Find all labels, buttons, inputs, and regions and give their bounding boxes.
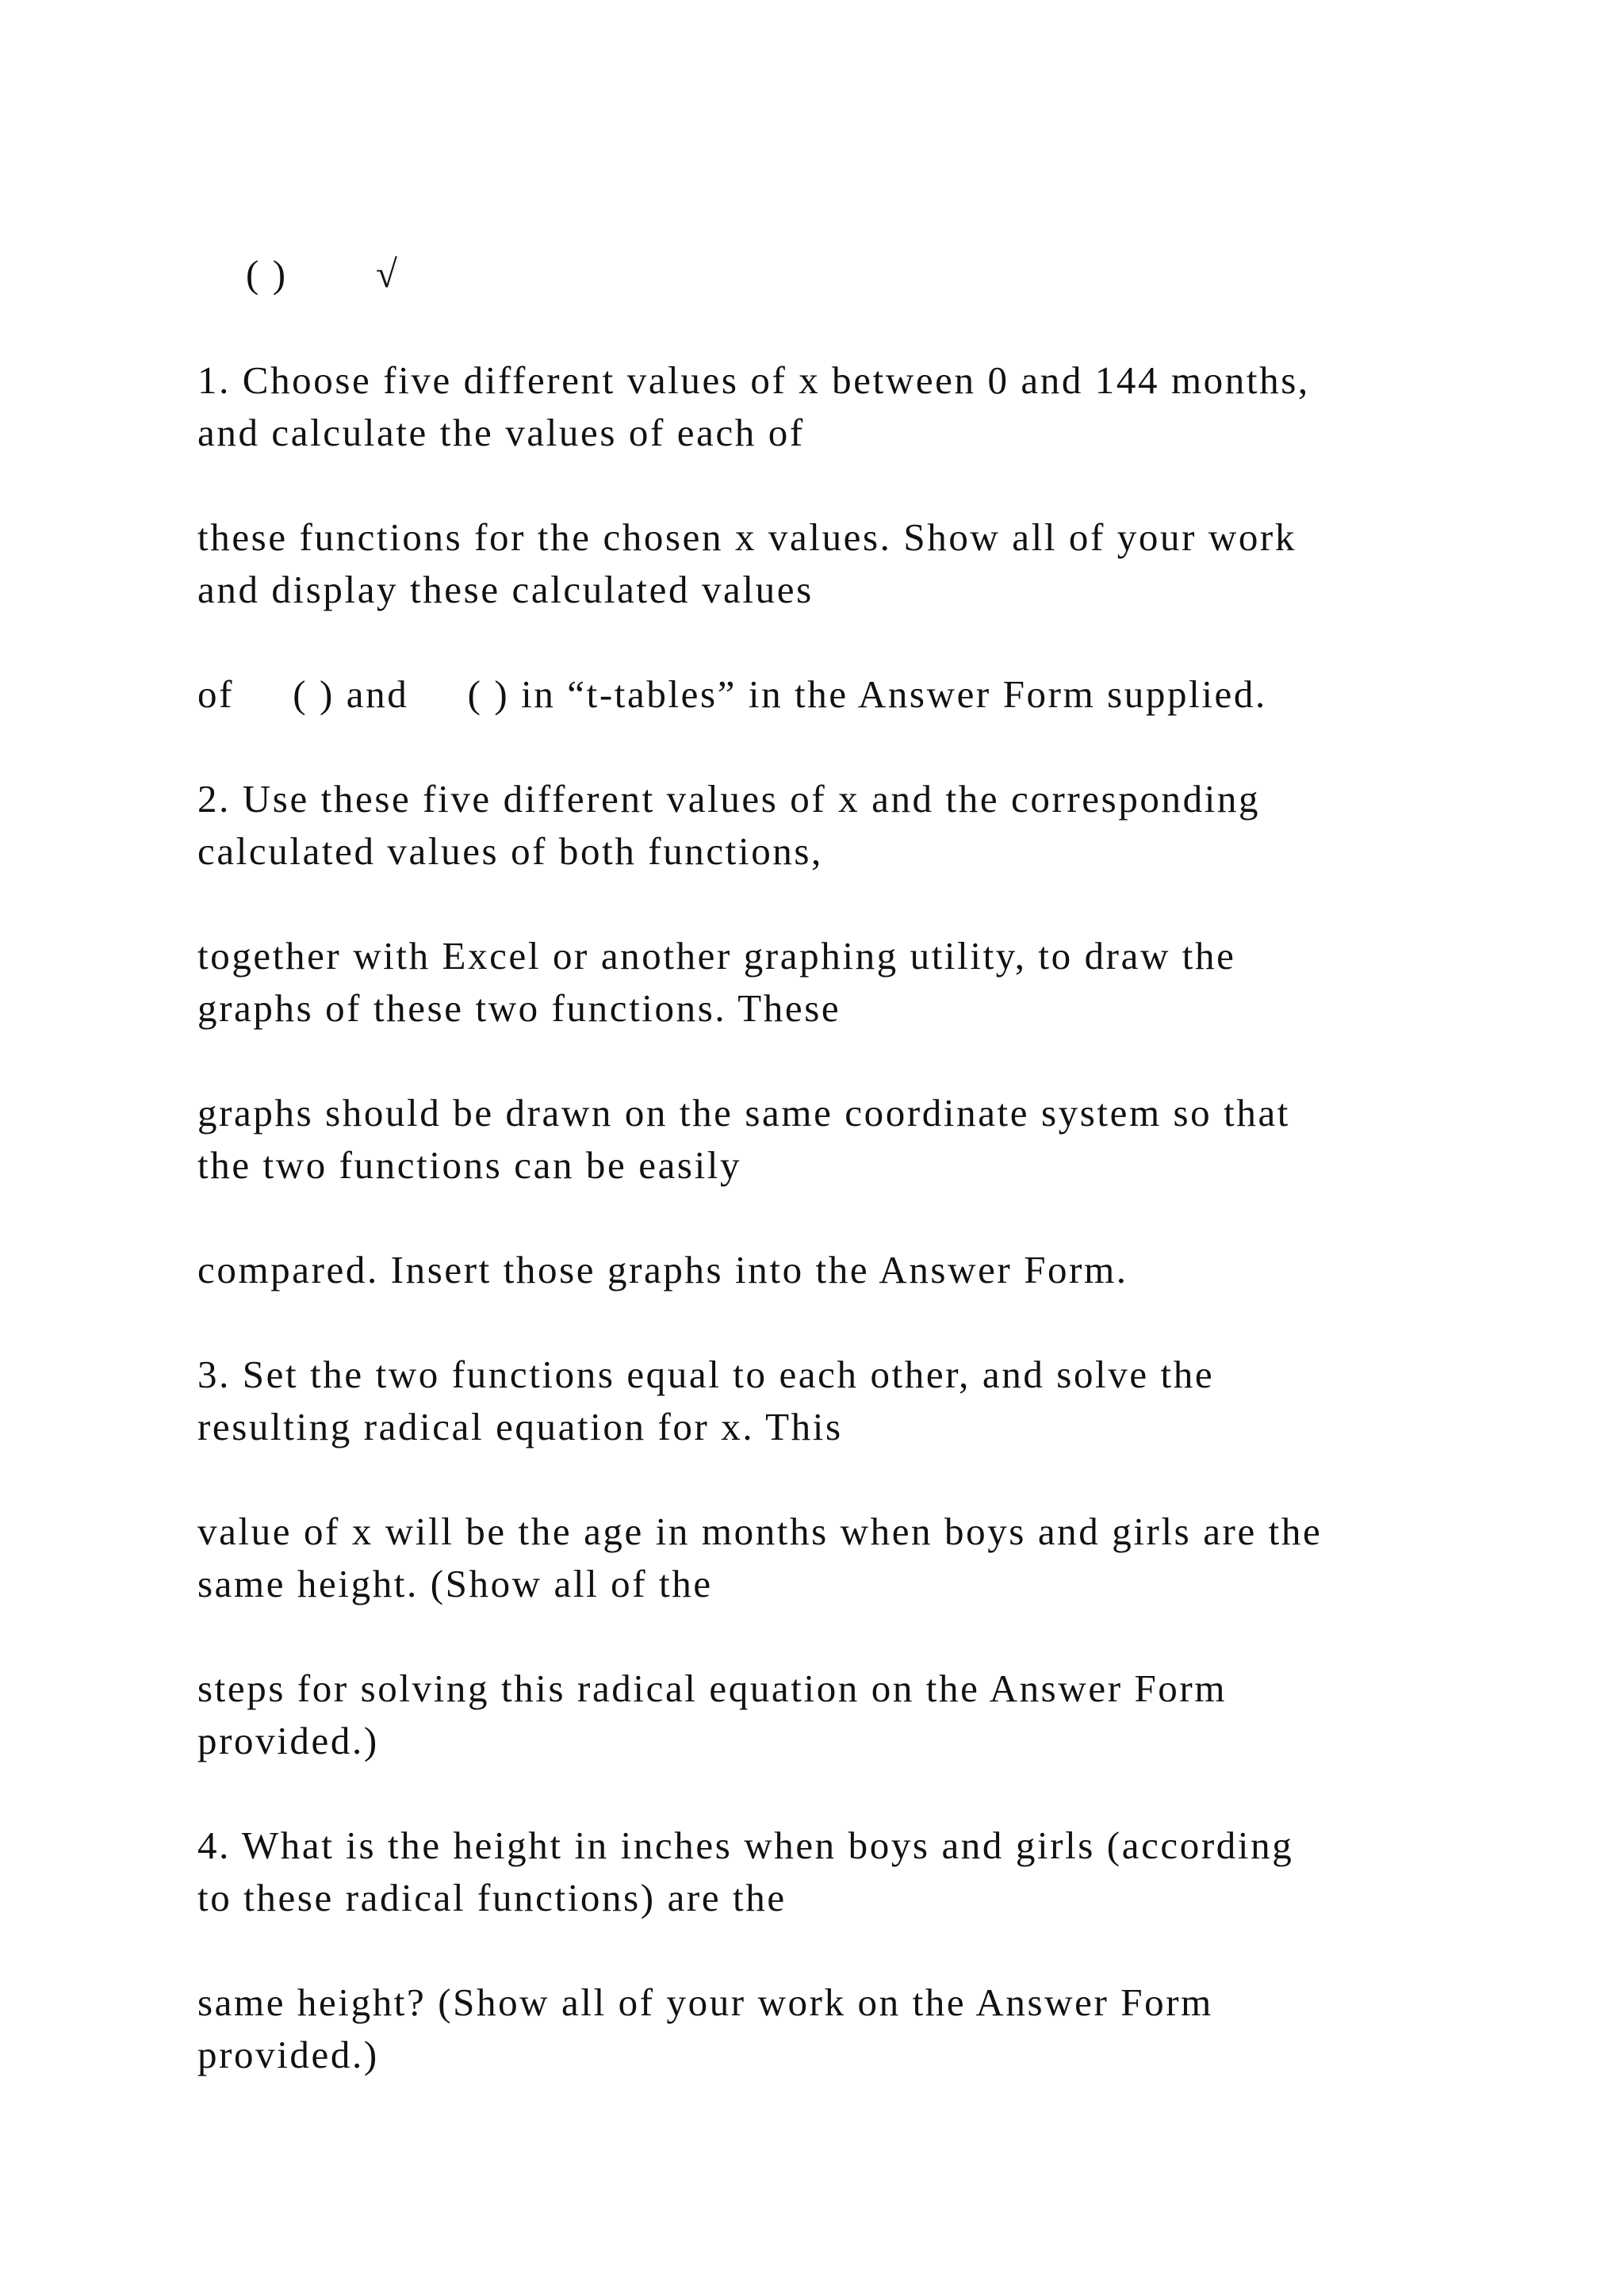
item-2-line-1: 2. Use these five different values of x and the corresponding [197,777,1261,821]
item-1-line-2: and calculate the values of each of [197,411,805,454]
header-radical-sign: √ [376,252,400,296]
item-4-line-1: 4. What is the height in inches when boys and girls (according [197,1823,1294,1867]
item-3-line-4: same height. (Show all of the [197,1562,713,1605]
item-3-line-5: steps for solving this radical equation on the Answer Form [197,1667,1228,1710]
header-paren: ( ) [246,252,288,296]
item-3-line-3: value of x will be the age in months when boys and girls are the [197,1510,1323,1553]
item-1-line-5: of ( ) and ( ) in “t-tables” in the Answer Form supplied. [197,672,1267,716]
item-4-line-3: same height? (Show all of your work on the Answer Form [197,1980,1213,2024]
item-1-line-1: 1. Choose five different values of x between 0 and 144 months, [197,358,1310,402]
item-1-line-3: these functions for the chosen x values. Show all of your work [197,515,1297,559]
item-2-line-4: graphs of these two functions. These [197,986,841,1030]
item-4-line-4: provided.) [197,2033,379,2076]
item-2-line-2: calculated values of both functions, [197,829,823,873]
item-2-line-5: graphs should be drawn on the same coordinate system so that [197,1091,1291,1135]
item-1-line-4: and display these calculated values [197,568,814,611]
item-3-line-6: provided.) [197,1719,379,1762]
item-2-line-3: together with Excel or another graphing utility, to draw the [197,934,1236,978]
item-2-line-6: the two functions can be easily [197,1143,742,1187]
item-3-line-1: 3. Set the two functions equal to each other, and solve the [197,1353,1215,1396]
item-4-line-2: to these radical functions) are the [197,1876,787,1919]
item-2-line-7: compared. Insert those graphs into the Answer Form. [197,1248,1128,1292]
item-3-line-2: resulting radical equation for x. This [197,1405,843,1448]
